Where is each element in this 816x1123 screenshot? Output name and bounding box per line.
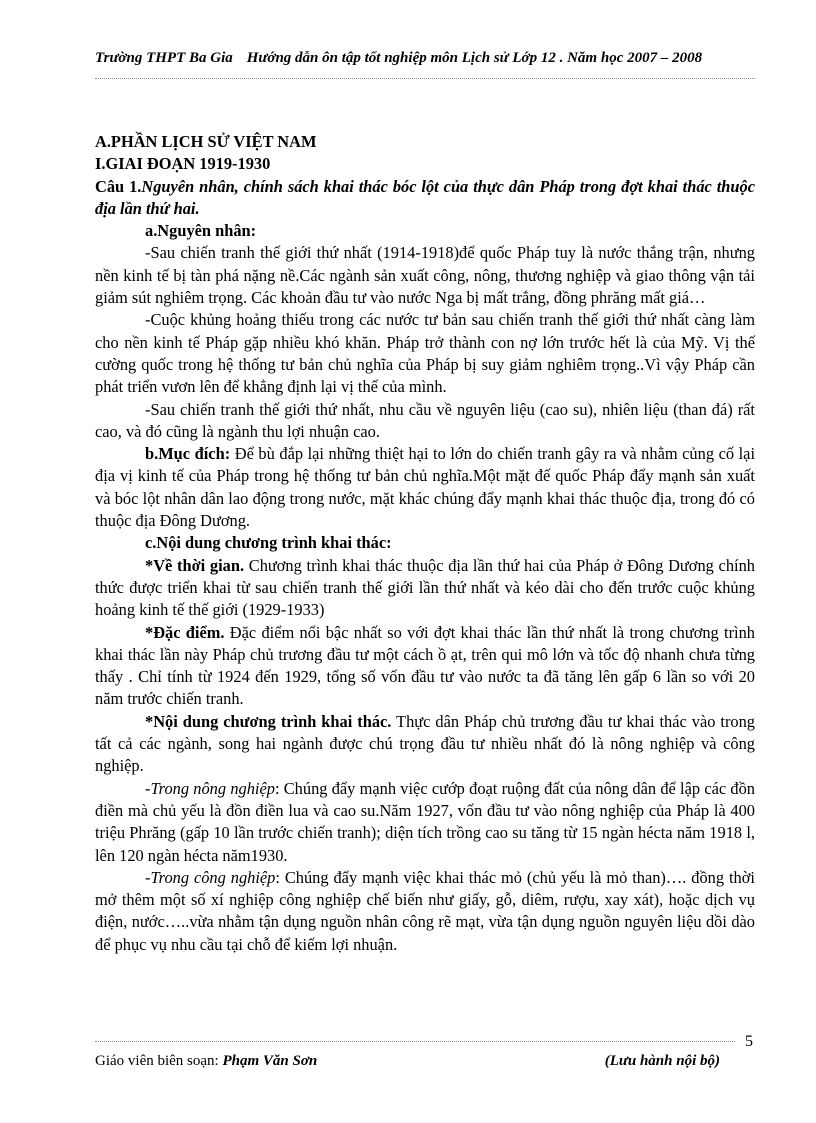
author-label: Giáo viên biên soạn: [95, 1053, 223, 1069]
section-a-paragraph-1: -Sau chiến tranh thế giới thứ nhất (1914-1918)để quốc Pháp tuy là nước thắng trận, nhưng nền kinh tế bị tàn phá nặng nề.Các ngành sản xuất công, nông, thương nghiệp và giao thông vận tải giảm sút nghiêm trọng. Các khoản đầu tư vào nước Nga bị mất trắng, đồng phrăng mất giá… [95, 243, 755, 308]
agriculture-text: : Chúng đẩy mạnh việc cướp đoạt ruộng đất của nông dân để lập các đồn điền mà chủ yếu là đồn điền lua và cao su.Năm 1927, vốn đầu tư vào nông nghiệp của Pháp là 400 triệu Phrăng (gấp 10 lần trước chiến tranh); diện tích trồng cao su tăng từ 15 ngàn hécta năm 1918 l, lên 120 ngàn hécta năm1930. [95, 778, 755, 865]
section-b-heading: b.Mục đích: [145, 444, 231, 464]
section-c-heading: c.Nội dung chương trình khai thác: [145, 533, 392, 553]
header-divider [95, 78, 755, 79]
page-footer [95, 1053, 735, 1070]
content-paragraph [95, 711, 755, 778]
industry-label: -Trong công nghiệp [145, 867, 276, 887]
page-number: 5 [745, 1033, 753, 1050]
question-label: Câu 1. [95, 176, 142, 196]
section-a-paragraph-3: -Sau chiến tranh thế giới thứ nhất, nhu cầu về nguyên liệu (cao su), nhiên liệu (than đá) rất cao, và đó cũng là ngành thu lợi nhuận cao. [95, 399, 755, 441]
period-heading: I.GIAI ĐOẠN 1919-1930 [95, 154, 271, 174]
agriculture-paragraph [95, 778, 755, 867]
content-text: Thực dân Pháp chủ trương đầu tư khai thác vào trong tất cả các ngành, song hai ngành được chú trọng đầu tư nhiều nhất đó là nông nghiệp và công nghiệp. [95, 711, 755, 776]
feature-text: Đặc điểm nổi bậc nhất so với đợt khai thác lần thứ nhất là trong chương trình khai thác lần này Pháp chủ trương đầu tư một cách ồ ạt, trên qui mô lớn và tốc độ nhanh chưa từng thấy . Chỉ tính từ 1924 đến 1929, tổng số vốn đầu tư vào nước ta đã tăng lên gấp 6 lần so với 20 năm trước chiến tranh. [95, 622, 755, 709]
industry-paragraph [95, 867, 755, 956]
question-text: Nguyên nhân, chính sách khai thác bóc lột của thực dân Pháp trong đợt khai thác thuộc địa lần thứ hai. [95, 176, 756, 218]
document-title: Hướng dẫn ôn tập tốt nghiệp môn Lịch sử Lớp 12 . Năm học 2007 – 2008 [246, 50, 703, 66]
circulation-note: (Lưu hành nội bộ) [604, 1053, 720, 1069]
content-label: *Nội dung chương trình khai thác. [145, 711, 392, 731]
time-text: Chương trình khai thác thuộc địa lần thứ hai của Pháp ở Đông Dương chính thức được triển khai từ sau chiến tranh thế giới lần thứ nhất và kéo dài cho đến trước cuộc khủng hoảng kinh tế thế giới (1929-1933) [95, 555, 755, 620]
section-b-text: Để bù đắp lại những thiệt hại to lớn do chiến tranh gây ra và nhằm củng cố lại địa vị kinh tế của Pháp trong hệ thống tư bản chủ nghĩa.Một mặt đế quốc Pháp đẩy mạnh sản xuất và bóc lột nhân dân lao động trong nước, mặt khác chúng đẩy mạnh khai thác thuộc địa, trong đó có thuộc địa Đông Dương. [95, 444, 756, 531]
school-name: Trường THPT Ba Gia [95, 50, 233, 66]
author-name: Phạm Văn Sơn [222, 1053, 318, 1069]
part-heading: A.PHẦN LỊCH SỬ VIỆT NAM [95, 132, 317, 151]
feature-paragraph [95, 622, 755, 711]
page-content [95, 131, 755, 956]
section-a-paragraph-2: -Cuộc khủng hoảng thiếu trong các nước tư bản sau chiến tranh thế giới thứ nhất càng làm cho nền kinh tế Pháp gặp nhiều khó khăn. Pháp trở thành con nợ lớn trước hết là của Mỹ. Vị thế cường quốc trong hệ thống tư bản chủ nghĩa của Pháp bị suy giảm nghiêm trọng..Vì vậy Pháp cần phát triển vươn lên để khẳng định lại vị thế của mình. [95, 310, 755, 397]
footer-divider [95, 1041, 735, 1042]
section-b-paragraph [95, 443, 755, 532]
time-paragraph [95, 555, 755, 622]
page-header [95, 50, 760, 67]
industry-text: : Chúng đẩy mạnh việc khai thác mỏ (chủ yếu là mỏ than)…. đồng thời mở thêm một số xí nghiệp công nghiệp chế biến như giấy, gỗ, diêm, rượu, xay xát), hoặc dịch vụ điện, nước…..vừa nhằm tận dụng nguồn nhân công rẽ mạt, vừa tận dụng nguồn nguyên liệu dồi dào để phục vụ nhu cầu tại chỗ để kiếm lợi nhuận. [95, 867, 755, 954]
section-a-heading: a.Nguyên nhân: [145, 221, 257, 241]
time-label: *Về thời gian. [145, 555, 245, 575]
feature-label: *Đặc điểm. [145, 622, 225, 642]
question-1 [95, 176, 755, 221]
agriculture-label: -Trong nông nghiệp [145, 778, 275, 798]
